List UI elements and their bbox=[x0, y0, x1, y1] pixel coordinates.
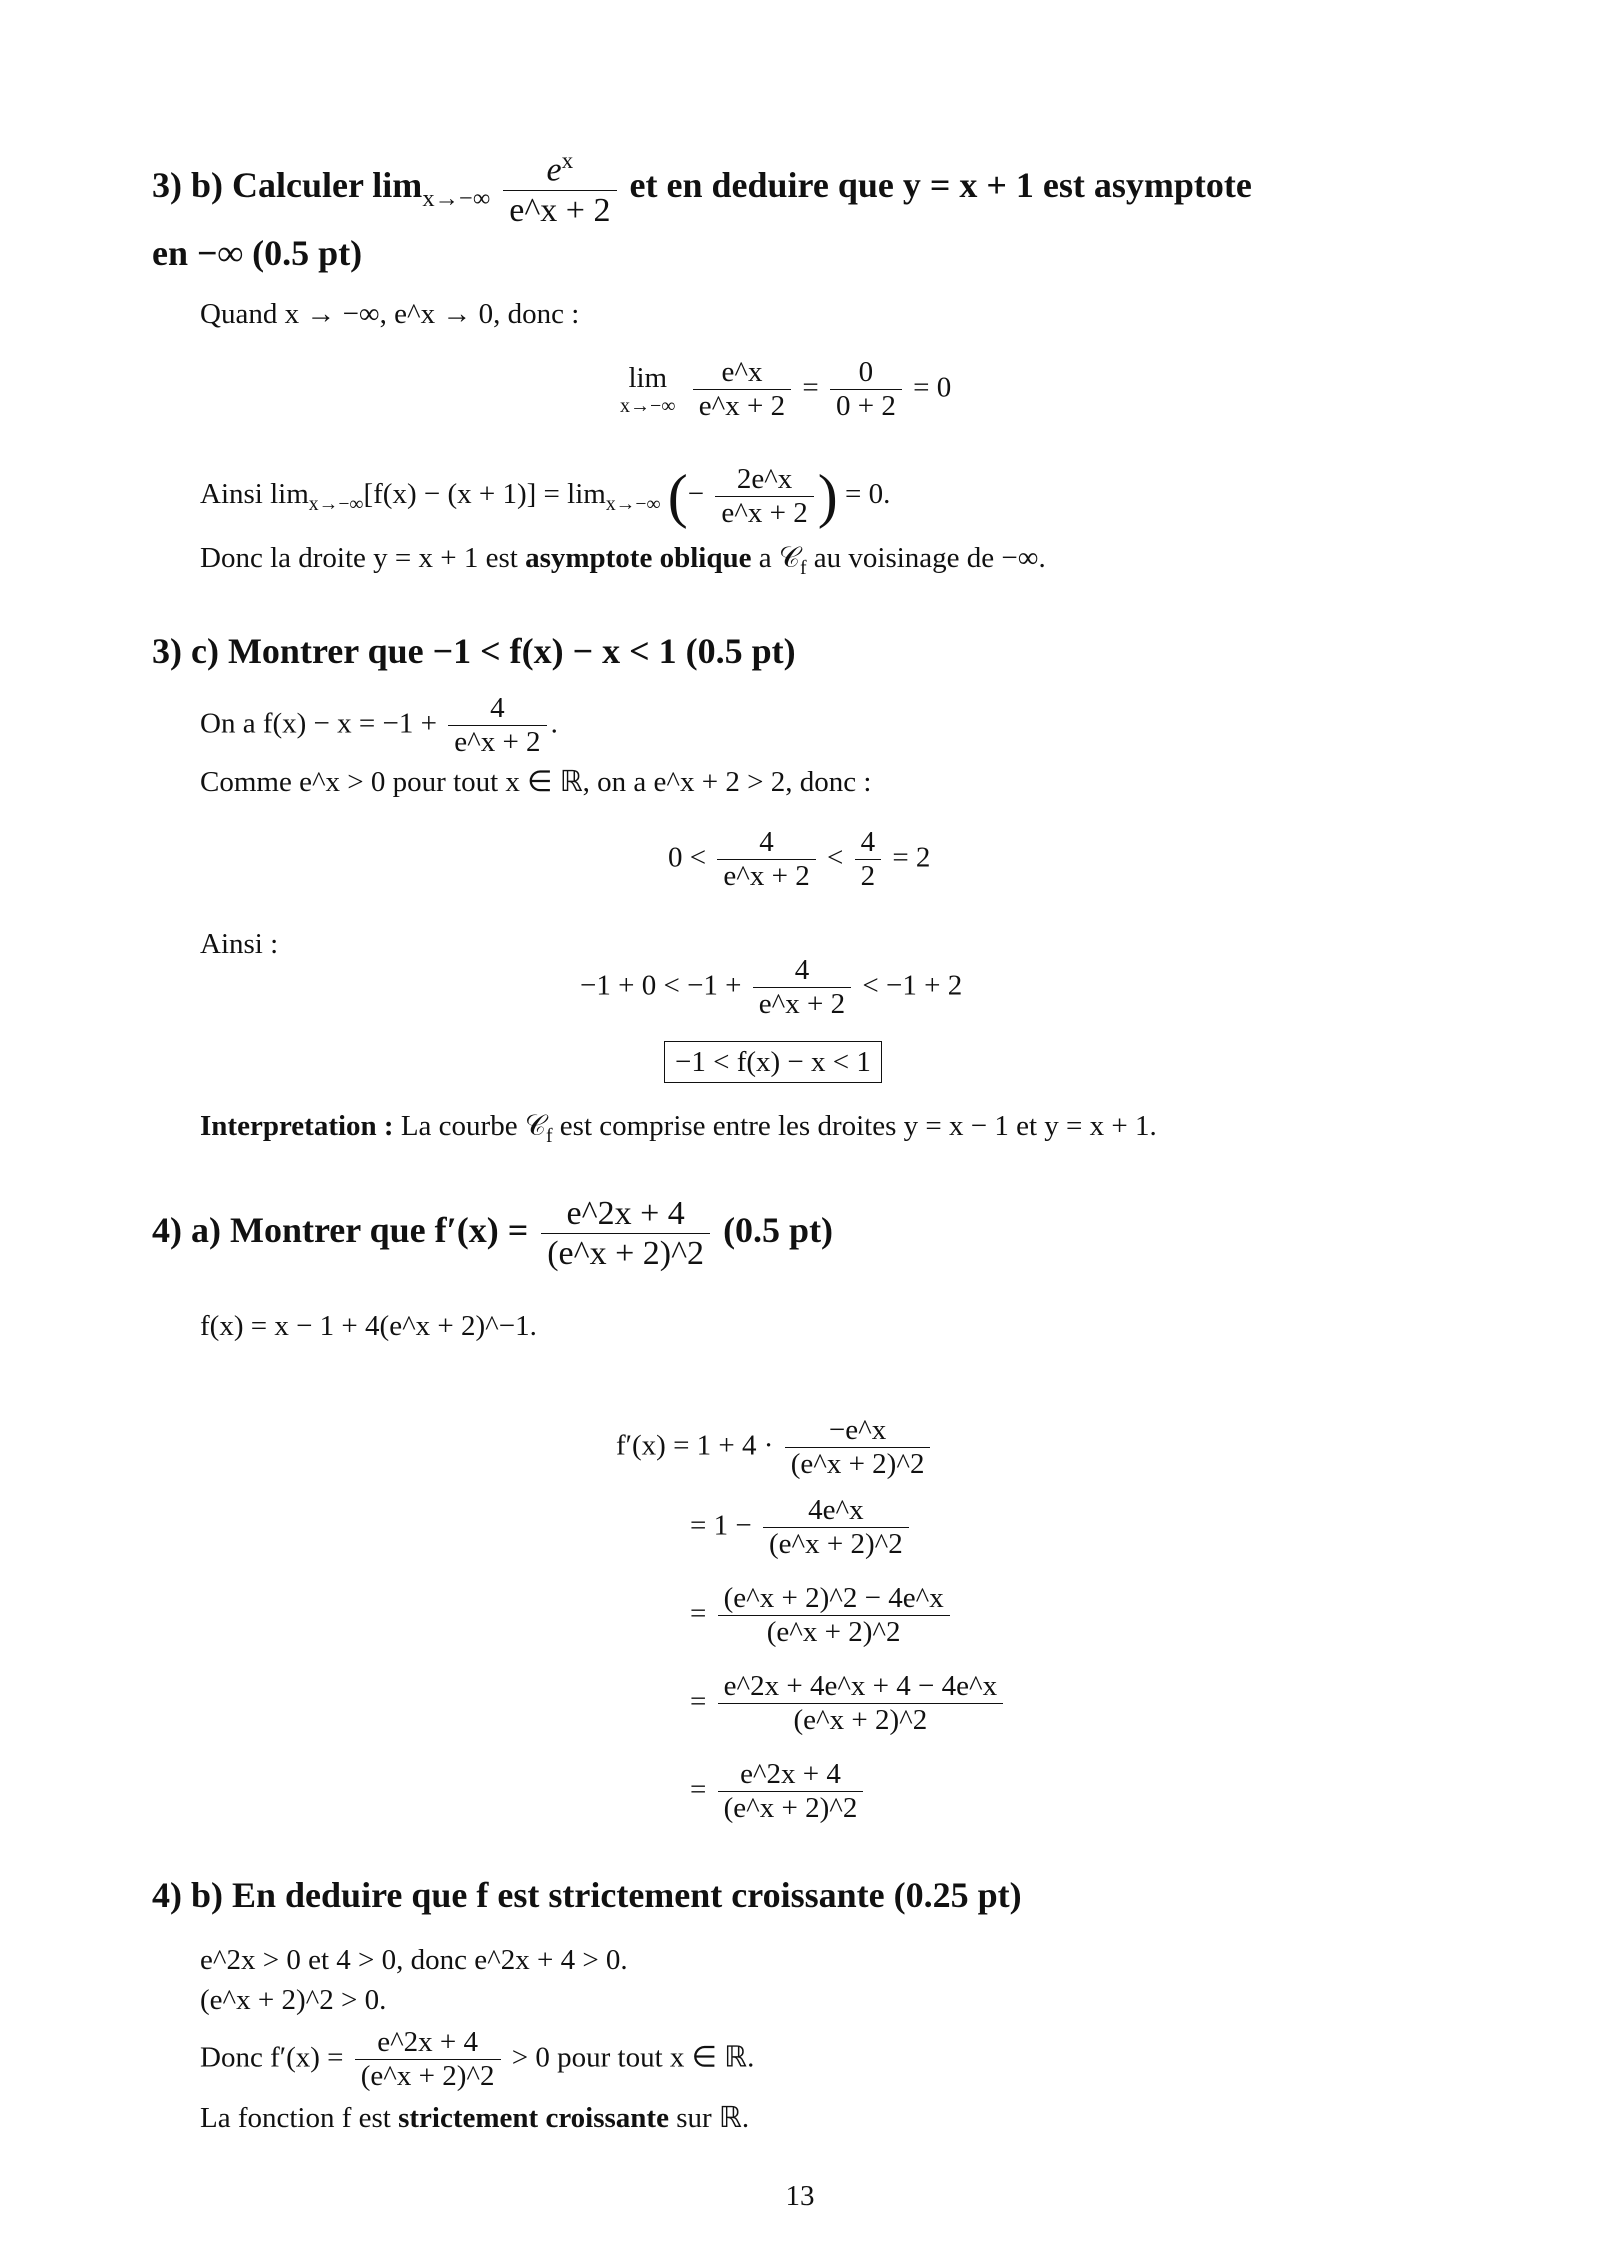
l4-bold: strictement croissante bbox=[398, 2102, 669, 2134]
ineq-num2: 4 bbox=[855, 826, 882, 860]
ineq2-fraction bbox=[753, 954, 851, 1022]
l3-den: (e^x + 2)^2 bbox=[360, 2060, 495, 2093]
ineq-fraction-2 bbox=[855, 826, 882, 894]
text-comme: Comme e^x > 0 pour tout x ∈ ℝ, on a e^x + 2 > 2, donc : bbox=[200, 766, 872, 798]
equation-limit bbox=[620, 356, 951, 424]
l3-num: e^2x + 4 bbox=[355, 2026, 501, 2060]
left-paren: ( bbox=[667, 463, 688, 529]
text-ainsi: Ainsi : bbox=[200, 928, 279, 960]
d3-left: = bbox=[690, 1597, 707, 1630]
ainsi-b: [f(x) − (x + 1)] = lim bbox=[363, 478, 606, 511]
ineq-fraction-1 bbox=[717, 826, 815, 894]
ineq2-end: < −1 + 2 bbox=[862, 969, 963, 1002]
ineq-mid: < bbox=[826, 841, 844, 874]
heading-4a-den: (e^x + 2)^2 bbox=[547, 1235, 705, 1273]
ineq-num: 4 bbox=[717, 826, 815, 860]
derivation-line-2 bbox=[690, 1494, 913, 1562]
text-4b-line-3 bbox=[200, 2026, 754, 2094]
fraction-1-num: e^x bbox=[693, 356, 791, 390]
ineq2-num: 4 bbox=[753, 954, 851, 988]
ainsi-den: e^x + 2 bbox=[721, 497, 808, 529]
on-a-left: On a f(x) − x = −1 + bbox=[200, 707, 437, 740]
interp-sub: f bbox=[545, 1124, 553, 1147]
d4-left: = bbox=[690, 1685, 707, 1718]
donc-a: Donc la droite y = x + 1 est bbox=[200, 542, 518, 574]
d2-left: = 1 − bbox=[690, 1509, 752, 1542]
ineq2-den: e^x + 2 bbox=[758, 988, 846, 1021]
heading-4a-num: e^2x + 4 bbox=[541, 1194, 710, 1234]
on-a-num: 4 bbox=[448, 692, 546, 726]
fraction-2 bbox=[830, 356, 902, 424]
heading-3b-part-a: 3) b) Calculer lim bbox=[152, 165, 423, 206]
heading-3b-sub: x→−∞ bbox=[422, 184, 491, 212]
donc-sub: f bbox=[799, 556, 807, 579]
derivation-line-3 bbox=[690, 1582, 954, 1650]
heading-4a bbox=[152, 1194, 833, 1273]
fraction-2-den: 0 + 2 bbox=[836, 390, 896, 423]
boxed-inequality: −1 < f(x) − x < 1 bbox=[664, 1041, 882, 1083]
d5-den: (e^x + 2)^2 bbox=[723, 1792, 858, 1825]
d1-left: f′(x) = 1 + 4 · bbox=[616, 1429, 774, 1462]
equation-ineq-1 bbox=[668, 826, 930, 894]
d4-num: e^2x + 4e^x + 4 − 4e^x bbox=[718, 1670, 1004, 1704]
d2-fraction bbox=[763, 1494, 909, 1562]
page-number: 13 bbox=[785, 2180, 815, 2212]
text-quand: Quand x → −∞, e^x → 0, donc : bbox=[200, 298, 580, 330]
interp-a: La courbe 𝒞 bbox=[400, 1110, 546, 1142]
ainsi-num: 2e^x bbox=[715, 463, 813, 497]
d2-num: 4e^x bbox=[763, 1494, 909, 1528]
donc-b: a 𝒞 bbox=[758, 542, 800, 574]
d4-den: (e^x + 2)^2 bbox=[793, 1704, 928, 1737]
donc-c: au voisinage de −∞. bbox=[813, 542, 1046, 574]
boxed-result bbox=[664, 1046, 882, 1079]
heading-4b: 4) b) En deduire que f est strictement croissante (0.25 pt) bbox=[152, 1875, 1022, 1915]
ainsi-minus: − bbox=[687, 478, 705, 511]
l4-a: La fonction f est bbox=[200, 2102, 391, 2134]
on-a-fraction bbox=[448, 692, 546, 760]
text-4b-line-1: e^2x > 0 et 4 > 0, donc e^2x + 4 > 0. bbox=[200, 1944, 628, 1976]
ainsi-fraction bbox=[715, 463, 813, 531]
limit-under: x→−∞ bbox=[620, 394, 676, 417]
d5-num: e^2x + 4 bbox=[718, 1758, 864, 1792]
heading-3b-part-b: et en deduire que y = x + 1 est asymptote bbox=[629, 165, 1252, 206]
d3-num: (e^x + 2)^2 − 4e^x bbox=[718, 1582, 950, 1616]
limit-operator bbox=[620, 363, 676, 417]
d1-den: (e^x + 2)^2 bbox=[790, 1448, 925, 1481]
heading-3b-line2: en −∞ (0.5 pt) bbox=[152, 233, 363, 273]
heading-3c: 3) c) Montrer que −1 < f(x) − x < 1 (0.5 pt) bbox=[152, 631, 796, 671]
heading-4a-part-a: 4) a) Montrer que f′(x) = bbox=[152, 1209, 529, 1250]
l4-b: sur ℝ. bbox=[676, 2102, 750, 2134]
d3-den: (e^x + 2)^2 bbox=[766, 1616, 901, 1649]
limit-text: lim bbox=[628, 361, 668, 394]
heading-3b-den: e^x + 2 bbox=[509, 191, 611, 229]
text-on-a bbox=[200, 692, 558, 760]
d5-fraction bbox=[718, 1758, 864, 1826]
eq-sign-1: = bbox=[802, 371, 819, 404]
heading-3b-num: e bbox=[546, 151, 562, 189]
derivation-line-4 bbox=[690, 1670, 1007, 1738]
text-4b-line-2: (e^x + 2)^2 > 0. bbox=[200, 1984, 387, 2016]
heading-3b-num-sup: x bbox=[561, 148, 574, 174]
fraction-1 bbox=[693, 356, 791, 424]
ainsi-sub1: x→−∞ bbox=[308, 493, 364, 516]
l3-fraction bbox=[355, 2026, 501, 2094]
ainsi-end: = 0. bbox=[844, 478, 891, 511]
eq-sign-2: = 0 bbox=[913, 371, 952, 404]
ineq-den2: 2 bbox=[860, 860, 876, 893]
fraction-2-num: 0 bbox=[830, 356, 902, 390]
on-a-den: e^x + 2 bbox=[454, 726, 541, 759]
text-4b-line-4 bbox=[200, 2100, 749, 2135]
heading-4a-part-b: (0.5 pt) bbox=[723, 1209, 834, 1250]
ainsi-a: Ainsi lim bbox=[200, 478, 309, 511]
d4-fraction bbox=[718, 1670, 1004, 1738]
ainsi-sub2: x→−∞ bbox=[605, 493, 661, 516]
ineq-end: = 2 bbox=[892, 841, 931, 874]
heading-4a-fraction bbox=[541, 1194, 710, 1273]
d3-fraction bbox=[718, 1582, 950, 1650]
fraction-1-den: e^x + 2 bbox=[698, 390, 786, 423]
ineq-left: 0 < bbox=[668, 841, 707, 874]
d2-den: (e^x + 2)^2 bbox=[768, 1528, 903, 1561]
derivation-line-5 bbox=[690, 1758, 867, 1826]
d5-left: = bbox=[690, 1773, 707, 1806]
donc-bold: asymptote oblique bbox=[525, 542, 752, 574]
right-paren: ) bbox=[817, 463, 838, 529]
l3-a: Donc f′(x) = bbox=[200, 2041, 344, 2074]
l3-b: > 0 pour tout x ∈ ℝ. bbox=[511, 2041, 755, 2074]
d1-fraction bbox=[785, 1414, 931, 1482]
text-ainsi-limit bbox=[200, 462, 890, 531]
d1-num: −e^x bbox=[785, 1414, 931, 1448]
interp-b: est comprise entre les droites y = x − 1 et y = x + 1. bbox=[559, 1110, 1157, 1142]
interp-bold: Interpretation : bbox=[200, 1110, 394, 1142]
ineq2-left: −1 + 0 < −1 + bbox=[580, 969, 742, 1002]
derivation-line-1 bbox=[616, 1414, 934, 1482]
on-a-end: . bbox=[550, 707, 558, 740]
text-fx-rewrite: f(x) = x − 1 + 4(e^x + 2)^−1. bbox=[200, 1310, 537, 1342]
heading-3b bbox=[152, 148, 1252, 230]
text-interpretation bbox=[200, 1110, 1157, 1148]
heading-3b-fraction bbox=[503, 148, 616, 230]
ineq-den: e^x + 2 bbox=[723, 860, 810, 893]
equation-ineq-2 bbox=[580, 954, 962, 1022]
text-donc-asymptote bbox=[200, 542, 1046, 580]
